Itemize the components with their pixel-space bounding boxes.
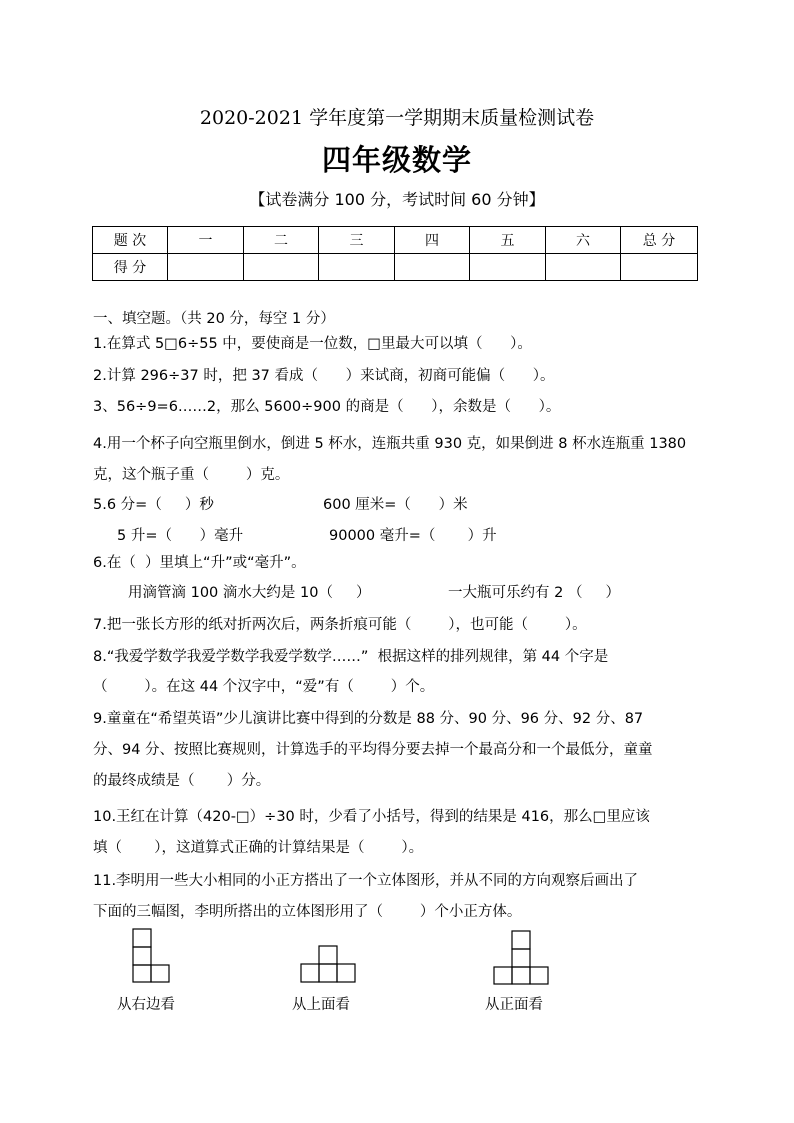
score-table-cell: 总 分	[621, 227, 698, 254]
score-table-cell: 四	[395, 227, 470, 254]
question-11-line-1: 11.李明用一些大小相同的小正方搭出了一个立体图形，并从不同的方向观察后画出了	[93, 873, 639, 889]
score-input-cell[interactable]	[395, 254, 470, 281]
question-6-a: 用滴管滴 100 滴水大约是 10（ ）	[128, 585, 371, 601]
score-table-cell: 五	[470, 227, 546, 254]
cube-square	[133, 965, 151, 982]
cube-square	[319, 946, 337, 964]
score-input-cell[interactable]	[319, 254, 395, 281]
exam-subject: 四年级数学	[321, 143, 472, 177]
question-9-line-3: 的最终成绩是（ ）分。	[93, 773, 271, 789]
score-input-cell[interactable]	[546, 254, 621, 281]
right-view-caption: 从右边看	[117, 997, 175, 1013]
front-view-caption: 从正面看	[485, 997, 543, 1013]
front-view-figure	[492, 929, 550, 986]
score-table	[92, 226, 698, 281]
question-11-line-2: 下面的三幅图，李明所搭出的立体图形用了（ ）个小正方体。	[93, 904, 522, 920]
score-table-header-row	[93, 227, 698, 254]
question-6: 6.在（ ）里填上“升”或“毫升”。	[93, 555, 306, 571]
question-10-line-1: 10.王红在计算（420-□）÷30 时，少看了小括号，得到的结果是 416，那么□里应该	[93, 809, 650, 825]
right-view-figure	[131, 927, 171, 984]
score-input-cell[interactable]	[244, 254, 319, 281]
cube-square	[494, 967, 512, 984]
question-8-line-1: 8.“我爱学数学我爱学数学我爱学数学……” 根据这样的排列规律，第 44 个字是	[93, 649, 609, 665]
cube-square	[319, 964, 337, 982]
cube-square	[337, 964, 355, 982]
cube-square	[151, 965, 169, 982]
score-input-cell[interactable]	[470, 254, 546, 281]
section-heading: 一、填空题。（共 20 分，每空 1 分）	[93, 311, 335, 327]
score-table-cell: 题 次	[93, 227, 168, 254]
question-7: 7.把一张长方形的纸对折两次后，两条折痕可能（ ），也可能（ ）。	[93, 617, 587, 633]
exam-note: 【试卷满分 100 分，考试时间 60 分钟】	[249, 190, 545, 209]
question-8-line-2: （ ）。在这 44 个汉字中，“爱”有（ ）个。	[93, 679, 435, 695]
question-5-d: 90000 毫升=（ ）升	[329, 528, 497, 544]
score-table-score-row	[93, 254, 698, 281]
question-4-line-2: 克，这个瓶子重（ ）克。	[93, 467, 290, 483]
score-table-cell: 得 分	[93, 254, 168, 281]
score-table-cell: 六	[546, 227, 621, 254]
cube-square	[512, 967, 530, 984]
question-1: 1.在算式 5□6÷55 中，要使商是一位数，□里最大可以填（ ）。	[93, 336, 532, 352]
cube-square	[512, 949, 530, 967]
cube-square	[301, 964, 319, 982]
question-5-b: 600 厘米=（ ）米	[323, 497, 468, 513]
cube-square	[133, 929, 151, 947]
question-2: 2.计算 296÷37 时，把 37 看成（ ）来试商，初商可能偏（ ）。	[93, 368, 555, 384]
top-view-caption: 从上面看	[292, 997, 350, 1013]
score-table-cell: 三	[319, 227, 395, 254]
question-9-line-2: 分、94 分、按照比赛规则，计算选手的平均得分要去掉一个最高分和一个最低分，童童	[93, 742, 653, 758]
top-view-figure	[299, 944, 357, 984]
question-5-c: 5 升=（ ）毫升	[117, 528, 244, 544]
question-9-line-1: 9.童童在“希望英语”少儿演讲比赛中得到的分数是 88 分、90 分、96 分、92 分、87	[93, 711, 644, 727]
exam-title: 2020-2021 学年度第一学期期末质量检测试卷	[199, 107, 595, 129]
question-6-b: 一大瓶可乐约有 2 （ ）	[448, 585, 620, 601]
question-4-line-1: 4.用一个杯子向空瓶里倒水，倒进 5 杯水，连瓶共重 930 克，如果倒进 8 杯水连瓶重 1380	[93, 436, 687, 452]
question-10-line-2: 填（ ），这道算式正确的计算结果是（ ）。	[93, 840, 424, 856]
score-table-cell: 一	[168, 227, 244, 254]
score-input-cell[interactable]	[168, 254, 244, 281]
cube-square	[530, 967, 548, 984]
question-3: 3、56÷9=6……2，那么 5600÷900 的商是（ ），余数是（ ）。	[93, 399, 561, 415]
cube-square	[512, 931, 530, 949]
score-table-cell: 二	[244, 227, 319, 254]
cube-square	[133, 947, 151, 965]
score-input-cell[interactable]	[621, 254, 698, 281]
question-5-a: 5.6 分=（ ）秒	[93, 497, 214, 513]
